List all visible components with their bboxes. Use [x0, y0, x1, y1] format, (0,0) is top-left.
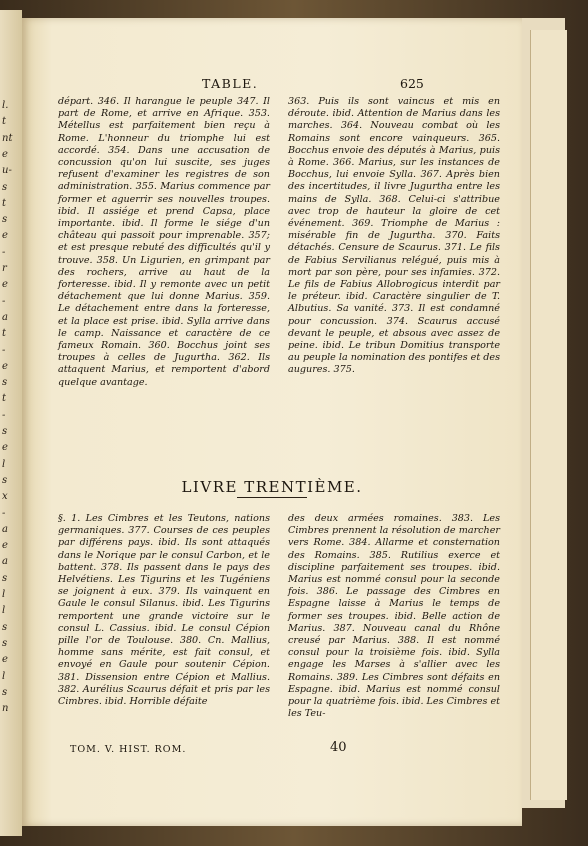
header-title: TABLE.	[202, 76, 259, 91]
page-stack-edge-inner	[530, 30, 567, 800]
prev-page-fragment: l	[2, 605, 6, 617]
prev-page-fragment: l	[2, 589, 6, 600]
prev-page-fragment: e	[2, 442, 8, 454]
index-column-top-left	[58, 96, 270, 389]
prev-page-fragment: t	[2, 328, 7, 340]
previous-page-margin	[0, 10, 22, 836]
index-column-bottom-left	[58, 513, 270, 708]
prev-page-fragment: s	[2, 621, 8, 633]
prev-page-fragment: e	[2, 360, 8, 372]
prev-page-fragment: s	[2, 377, 8, 389]
index-text: des deux armées romaines. 383. Les Cimbres prennent la résolution de marcher vers Rome. 384. Allarme et consternation des Romains. 385. Rutilius exerce et discipline parfaitement ses troupes. ibid. Marius est nommé consul pour la seconde fois. 386. Le passage des Cimbres en Espagne laisse à Marius le temps de former ses troupes. ibid. Belle action de Marius. 387. Nouveau canal du Rhône creusé par Marius. 388. Il est nommé consul pour la troisième fois. ibid. Sylla engage les Marses à s'allier avec les Romains. 389. Les Cimbres sont défaits en Espagne. ibid. Marius est nommé consul pour la quatrième fois. ibid. Les Cimbres et les Teu-	[288, 513, 500, 720]
prev-page-fragment: s	[2, 214, 8, 226]
prev-page-fragment: s	[2, 686, 8, 698]
prev-page-fragment: s	[2, 474, 8, 486]
prev-page-fragment: e	[2, 654, 8, 666]
prev-page-fragment: -	[2, 246, 6, 258]
prev-page-fragment: nt	[2, 132, 13, 144]
prev-page-fragment: s	[2, 637, 8, 649]
section-title: LIVRE TRENTIÈME.	[181, 478, 363, 496]
prev-page-fragment: s	[2, 572, 8, 584]
prev-page-fragment: e	[2, 148, 8, 160]
prev-page-fragment: -	[2, 409, 6, 421]
prev-page-fragment: e	[2, 279, 8, 291]
signature-mark: 40	[330, 740, 347, 755]
prev-page-fragment: s	[2, 181, 8, 193]
footer-volume: TOM. V. HIST. ROM.	[70, 744, 187, 755]
prev-page-fragment: l	[2, 670, 6, 682]
prev-page-fragment: -	[2, 344, 6, 356]
book-page	[22, 18, 522, 826]
index-text: 363. Puis ils sont vaincus et mis en déroute. ibid. Attention de Marius dans les marches. 364. Nouveau combat où les Romains sont encore vainqueurs. 365. Bocchus envoie des députés à Marius, puis à Rome. 366. Marius, sur les instances de Bocchus, lui envoie Sylla. 367. Après bien des incertitudes, il livre Jugurtha entre les mains de Sylla. 368. Celui-ci s'attribue avec trop de hauteur la gloire de cet événement. 369. Triomphe de Marius : misérable fin de Jugurtha. 370. Faits détachés. Censure de Scaurus. 371. Le fils de Fabius Servilianus relégué, puis mis à mort par son père, pour ses infamies. 372. Le fils de Fabius Allobrogicus interdit par le préteur. ibid. Caractère singulier de T. Albutius. Sa vanité. 373. Il est condamné pour concussion. 374. Scaurus accusé devant le peuple, et absous avec assez de peine. ibid. Le tribun Domitius transporte au peuple la nomination des pontifes et des augures. 375.	[288, 96, 501, 376]
index-text: §. 1. Les Cimbres et les Teutons, nations germaniques. 377. Courses de ces peuples par différens pays. ibid. Ils sont attaqués dans le Norique par le consul Carbon, et le battent. 378. Ils passent dans le pays des Helvétiens. Les Tigurins et les Tugéniens se joignent à eux. 379. Ils vainquent en Gaule le consul Silanus. ibid. Les Tigurins remportent une grande victoire sur le consul L. Cassius. ibid. Le consul Cépion pille l'or de Toulouse. 380. Cn. Mallius, homme sans mérite, est fait consul, et envoyé en Gaule pour soutenir Cépion. 381. Dissension entre Cépion et Mallius. 382. Aurélius Scaurus défait et pris par les Cimbres. ibid. Horrible défaite	[58, 513, 270, 708]
prev-page-fragment: x	[2, 491, 8, 503]
running-header	[22, 76, 522, 94]
index-text: départ. 346. Il harangue le peuple 347. Il part de Rome, et arrive en Afrique. 353. Métellus est parfaitement bien reçu à Rome. L'honneur du triomphe lui est accordé. 354. Dans une accusation de concussion qu'on lui suscite, ses juges refusent d'examiner les registres de son administration. 355. Marius commence par former et aguerrir ses nouvelles troupes. ibid. Il assiége et prend Capsa, place importante. ibid. Il forme le siége d'un château qui passoit pour imprenable. 357; et est presque rebuté des difficultés qu'il y trouve. 358. Un Ligurien, en grimpant par des rochers, arrive au haut de la forteresse. ibid. Il y remonte avec un petit détachement que lui donne Marius. 359. Le détachement entre dans la forteresse, et la place est prise. ibid. Sylla arrive dans le camp. Naissance et caractère de ce fameux Romain. 360. Bocchus joint ses troupes à celles de Jugurtha. 362. Ils attaquent Marius, et remportent d'abord quelque avantage.	[58, 96, 270, 388]
prev-page-fragment: l.	[2, 100, 9, 111]
prev-page-fragment: e	[2, 230, 8, 242]
prev-page-fragment: n	[2, 703, 9, 715]
section-rule	[237, 497, 307, 498]
prev-page-fragment: e	[2, 540, 8, 552]
prev-page-fragment: a	[2, 523, 8, 535]
prev-page-fragment: t	[2, 197, 7, 209]
prev-page-fragment: -	[2, 295, 6, 307]
prev-page-fragment: a	[2, 556, 8, 568]
prev-page-fragment: u-	[2, 165, 12, 177]
prev-page-fragment: -	[2, 507, 6, 519]
index-column-bottom-right	[288, 513, 500, 720]
prev-page-fragment: s	[2, 426, 8, 437]
prev-page-fragment: l	[2, 458, 6, 470]
page-number: 625	[400, 76, 424, 91]
prev-page-fragment: t	[2, 393, 7, 405]
prev-page-fragment: a	[2, 311, 8, 323]
prev-page-fragment: r	[2, 263, 7, 274]
index-column-top-right	[288, 96, 500, 377]
prev-page-fragment: t	[2, 116, 7, 128]
